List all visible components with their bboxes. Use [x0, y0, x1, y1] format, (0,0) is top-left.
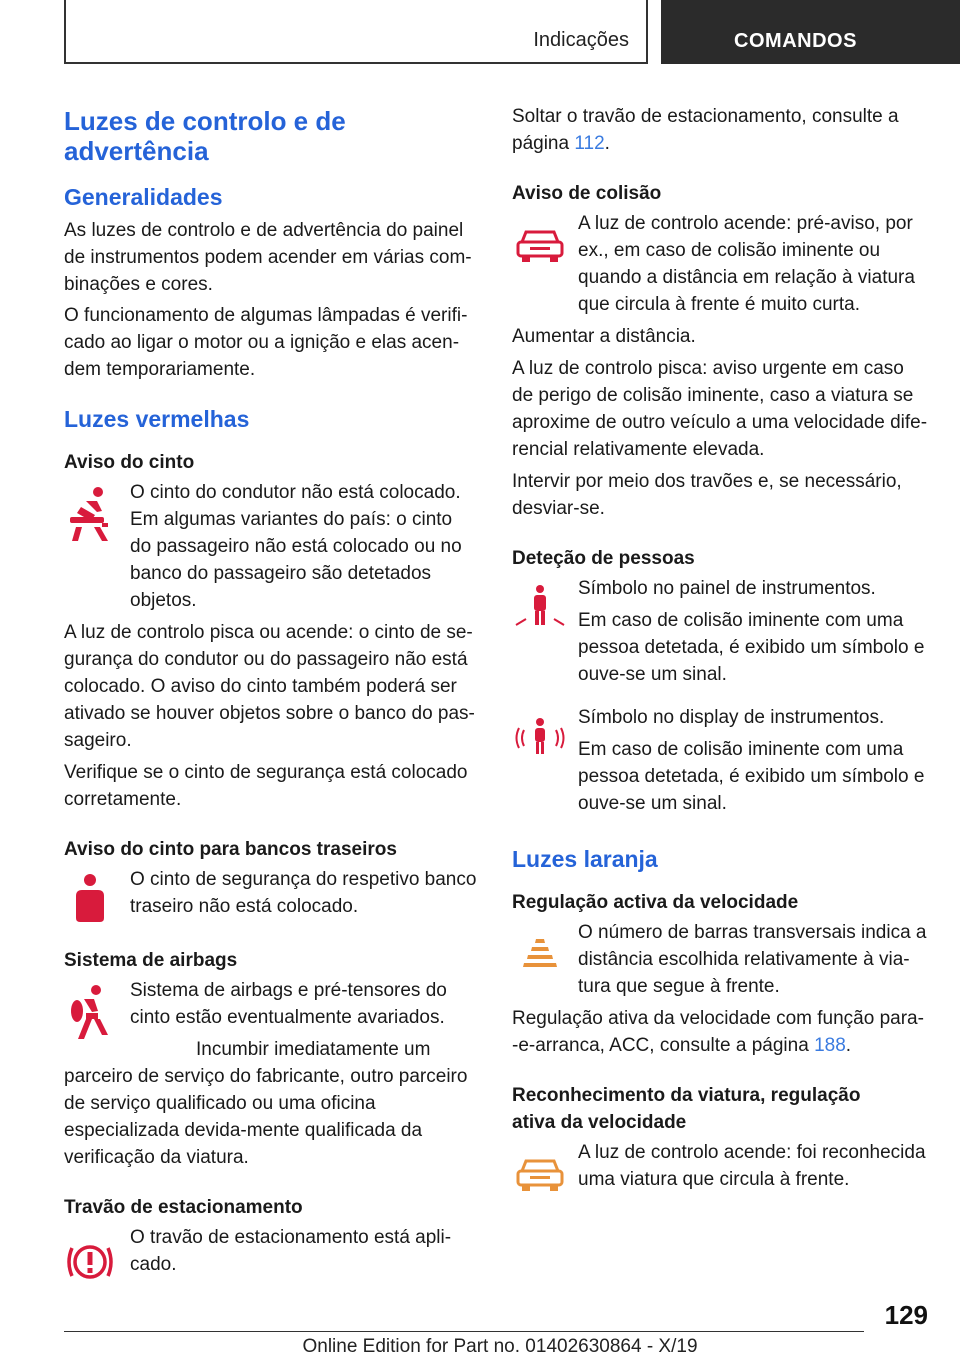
- seatbelt-warning-icon: [64, 483, 130, 549]
- acc-entry: [512, 919, 928, 1000]
- collision-warning-entry: [512, 210, 928, 318]
- pedestrian-display-icon: [512, 708, 578, 774]
- chapter-tab: [661, 0, 960, 64]
- pedestrian-entry-2: [512, 704, 928, 817]
- footer-rule: [64, 1331, 864, 1332]
- parking-brake-icon: [64, 1228, 130, 1294]
- collision-paragraph-4: Intervir por meio dos travões e, se necessário, desviar-se.: [512, 471, 902, 519]
- release-brake-paragraph: Soltar o travão de estacionamento, consulte a página 112.: [512, 106, 899, 154]
- rear-seatbelt-entry: [64, 866, 478, 928]
- seatbelt-warning-entry: [64, 479, 478, 614]
- heading-regulacao-activa: Regulação activa da velocidade: [512, 892, 799, 913]
- chapter-tab-label: COMANDOS: [734, 30, 857, 52]
- seatbelt-paragraph-2: A luz de controlo pisca ou acende: o cinto de se-gurança do condutor ou do passageiro não está colocado. O aviso do cinto também poderá ser ativado se houver objetos sobre o banco do pas-sageiro.: [64, 622, 475, 751]
- pedestrian-2-paragraph-2: Em caso de colisão iminente com uma pessoa detetada, é exibido um símbolo e ouve-se um sinal.: [578, 739, 925, 814]
- heading-detecao-pessoas: Deteção de pessoas: [512, 548, 695, 569]
- heading-cinto-traseiros: Aviso do cinto para bancos traseiros: [64, 839, 397, 860]
- right-column: [512, 98, 928, 1209]
- collision-paragraph-3: A luz de controlo pisca: aviso urgente em caso de perigo de colisão iminente, caso a viatura se aproxime de outro veículo a uma velocidade dife-rencial relativamente elevada.: [512, 358, 928, 460]
- acc-paragraph-2-text: Regulação ativa da velocidade com função para--e-arranca, ACC, consulte a página: [512, 1008, 924, 1056]
- header-section-title: Indicações: [533, 29, 629, 51]
- acc-paragraph-2: Regulação ativa da velocidade com função para--e-arranca, ACC, consulte a página 188.: [512, 1008, 924, 1056]
- general-paragraph-2: O funcionamento de algumas lâmpadas é verifi-cado ao ligar o motor ou a ignição e elas acen-dem temporariamente.: [64, 305, 468, 380]
- pedestrian-1-paragraph-1: Símbolo no painel de instrumentos.: [578, 578, 876, 599]
- vehicle-recognition-paragraph: A luz de controlo acende: foi reconhecida uma viatura que circula à frente.: [578, 1142, 926, 1190]
- collision-paragraph-2: Aumentar a distância.: [512, 326, 696, 347]
- parking-brake-entry: [64, 1224, 478, 1278]
- heading-airbags: Sistema de airbags: [64, 950, 238, 971]
- left-column: [64, 98, 478, 1294]
- heading-reconhecimento: Reconhecimento da viatura, regulação ativa da velocidade: [512, 1085, 861, 1133]
- rear-seatbelt-paragraph: O cinto de segurança do respetivo banco traseiro não está colocado.: [130, 869, 477, 917]
- general-paragraph-1: As luzes de controlo e de advertência do painel de instrumentos podem acender em várias com-binações e cores.: [64, 220, 472, 295]
- vehicle-recognition-entry: [512, 1139, 928, 1193]
- collision-car-icon: [512, 214, 578, 280]
- seatbelt-paragraph-3: Verifique se o cinto de segurança está colocado corretamente.: [64, 762, 468, 810]
- seatbelt-paragraph-1: O cinto do condutor não está colocado. Em algumas variantes do país: o cinto do passageiro não está colocado ou no banco do passageiro são detetados objetos.: [130, 482, 462, 611]
- heading-generalidades: Generalidades: [64, 184, 223, 210]
- airbag-paragraph-2: Incumbir imediatamente um parceiro de serviço do fabricante, outro parceiro de serviço qualificado ou uma oficina especializada devida-mente qualificada da verificação da viatura.: [64, 1039, 468, 1168]
- rear-seat-person-icon: [64, 870, 130, 936]
- acc-paragraph-1: O número de barras transversais indica a distância escolhida relativamente à via-tura que segue à frente.: [578, 922, 927, 997]
- pedestrian-warning-icon: [512, 579, 578, 645]
- heading-travao: Travão de estacionamento: [64, 1197, 303, 1218]
- heading-aviso-cinto: Aviso do cinto: [64, 452, 195, 473]
- pedestrian-2-paragraph-1: Símbolo no display de instrumentos.: [578, 707, 885, 728]
- airbag-paragraph-1: Sistema de airbags e pré-tensores do cinto estão eventualmente avariados.: [130, 980, 447, 1028]
- collision-paragraph-1: A luz de controlo acende: pré-aviso, por ex., em caso de colisão iminente ou quando a distância em relação à viatura que circula à frente é muito curta.: [578, 213, 915, 315]
- vehicle-recognized-icon: [512, 1143, 578, 1209]
- footer-edition: Online Edition for Part no. 01402630864 - X/19: [302, 1336, 698, 1357]
- parking-brake-paragraph: O travão de estacionamento está apli-cado.: [130, 1227, 452, 1275]
- page-number: 129: [884, 1300, 928, 1330]
- release-brake-text: Soltar o travão de estacionamento, consulte a página: [512, 106, 899, 154]
- page-title: Luzes de controlo e de advertência: [64, 106, 346, 166]
- page-link-188[interactable]: 188: [814, 1035, 846, 1056]
- distance-bars-icon: [512, 923, 578, 989]
- airbag-entry: [64, 977, 478, 1031]
- heading-luzes-laranja: Luzes laranja: [512, 846, 658, 872]
- airbag-warning-icon: [64, 981, 130, 1047]
- pedestrian-entry-1: [512, 575, 928, 688]
- heading-aviso-colisao: Aviso de colisão: [512, 183, 662, 204]
- heading-luzes-vermelhas: Luzes vermelhas: [64, 406, 250, 432]
- pedestrian-1-paragraph-2: Em caso de colisão iminente com uma pessoa detetada, é exibido um símbolo e ouve-se um sinal.: [578, 610, 925, 685]
- page-link-112[interactable]: 112: [574, 133, 605, 154]
